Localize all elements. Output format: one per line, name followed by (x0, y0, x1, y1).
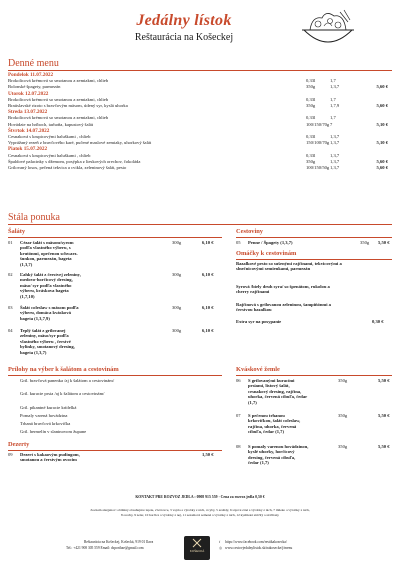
roll-item: 08 S pomaly varenou hovädzinou, kyslé uhorky, horčicový dresing, červená cibuľa, čedar (1,7) 350g 5,50 € (236, 444, 390, 466)
side-item: Trhaná bravčová krkovička (20, 421, 71, 426)
day-label: Utorok 12.07.2022 (8, 90, 49, 97)
menu-row: Cesnaková s krupicovými haluškami , chlieb 0,33l 1,3,7 (8, 134, 340, 140)
extra-cheese-price: 0,30 € (372, 319, 384, 324)
salad-item: 02 Ľahký šalát z čerstvej zeleniny, medovo-horčicový dresing, mäso/ syr podľa vlastného výberu, kváskova bageta (1,7,10) 300g 6,10 € (8, 272, 214, 299)
crossed-utensils-icon (184, 537, 210, 549)
side-item: Gril. pikantné kuracie krídelká (20, 405, 77, 410)
sides-divider (8, 375, 222, 376)
roll-item: 06 S grilovanými kuracími prsiami, listový šalát, cesnakový dresing, rajčina, uhorka, červená cibuľa, čedar (1,7) 350g 5,50 € (236, 378, 390, 405)
menu-row: Cesnaková s krupicovými haluškami , chlieb 0,33l 1,3,7 (8, 152, 340, 158)
menu-row: Brokolicová krémová so smotanou a zemiakmi, chlieb 0,33l 1,7 (8, 96, 336, 102)
salad-item: 04 Teplý šalát z grilovanej zeleniny, mäso/syr podľa vlastného výberu , čerstvé bylinky, smotanový dresing, bageta (1,3,7) 300g 6,10 € (8, 328, 214, 355)
menu-row: Špaldové palacinky s džemom, posýpka z lieskových orechov, čokoláda 350g 1,3,7 5,60 € (8, 158, 388, 164)
sauce-item: Syrová /biely druh syra/ so špenátom, rukolou a cherry rajčinami (236, 284, 330, 295)
desserts-divider (8, 450, 222, 451)
daily-menu-list (8, 72, 400, 171)
menu-header (0, 6, 400, 50)
sides-title: Prílohy na výber k šalátom a cestovinám (8, 366, 119, 373)
menu-row: Grilovaný losos, pečená tekvica a cvikla, zeleninový šalát, pesto 100/150/50g 1,3,7 5,60 € (8, 165, 388, 171)
delivery-contact: KONTAKT PRE ROZVOZ JEDLA : 0908 915 559 · Cena za rozvoz jedla 0,50 € (135, 495, 265, 499)
day-label: Pondelok 11.07.2022 (8, 72, 54, 78)
restaurant-logo: KOŠECKÁ (184, 536, 210, 560)
pasta-item: 05 Penne / Špagety (1,3,7) 350g 5,50 € (236, 240, 390, 245)
dessert-item: 09 Dezert s kakaovým pudingom, smotanou a čerstvým ovocím 1,50 € (8, 452, 214, 463)
menu-row: Brokolicová krémová so smotanou a zemiakmi, chlieb 0,33l 1,7 (8, 78, 336, 84)
restaurant-name: Reštaurácia na Košeckej (134, 32, 234, 43)
side-item: Gril. hermelín v slaninovom župane (20, 429, 87, 434)
sauce-item: Rajčinová s grilovanou zeleninou, šampiňónmi a čerstvou bazalkou (236, 302, 331, 313)
facebook-icon: f (219, 540, 221, 544)
side-item: Gril. kuracie prsia /aj k šalátom a cestovinám/ (20, 391, 105, 396)
daily-menu-divider (8, 70, 392, 71)
pasta-title: Cestoviny (236, 228, 263, 235)
menu-row: Bratislavské rizoto s bravčovým mäsom, údený syr, kyslá uhorka 350g 1,7,9 5,60 € (8, 103, 388, 109)
desserts-title: Dezerty (8, 441, 30, 448)
menu-row: Vyprážaný rezeň z bravčového karé, pučené maslové zemiaky, uhorkový šalát 150/100/70g 1,3,7 5,10 € (8, 140, 388, 146)
menu-row: Brokolicová krémová so smotanou a zemiakmi, chlieb 0,33l 1,7 (8, 115, 336, 121)
sauces-title: Omáčky k cestovinám (236, 250, 297, 257)
day-label: Piatok 15.07.2022 (8, 146, 48, 153)
sauce-item: Bazalkové pesto so sušenými rajčinami, tekvicovými a slnečnicovými semienkami, parmezán (236, 261, 342, 272)
salads-title: Šaláty (8, 228, 26, 235)
day-label: Streda 13.07.2022 (8, 109, 48, 116)
globe-icon: ◎ (219, 546, 223, 550)
rolls-divider (236, 375, 392, 376)
roll-item: 07 S pečenou trhanou krkovičkou, šalát coleslaw, rajčina, uhorka, červená cibuľa, čedar (1,7) 350g 5,50 € (236, 413, 390, 435)
facebook-link[interactable]: https://www.facebook.com/restikakosecka/ (225, 540, 287, 544)
rolls-title: Kváskové žemle (236, 366, 280, 373)
standing-menu-divider (8, 224, 392, 225)
side-item: Gril. bravčová panenka /aj k šalátom a cestovinám/ (20, 378, 115, 383)
daily-menu-heading: Denné menu (8, 58, 59, 69)
sauces-divider (236, 259, 392, 260)
footer-contact: Tel.: +421 908 305 559 Email: dsporthae@gmail.com (66, 546, 144, 550)
allergen-list-line-2: 8 orechy, 9 zeler, 10 horčica a výrobky z nej, 11 sezamové semená a výrobky z nich, 12 kyslíkatá siričitý a siričitany (121, 513, 279, 517)
salad-item: 01 Cézar šalát s mäsom/syrom podľa vlastného výberu, s krutónmi, opečenou schwarz. šunkou, parmezán, bageta (1,3,7) 300g 6,10 € (8, 240, 214, 267)
menu-row: Bolonské špagety, parmezán 350g 1,3,7 5,60 € (8, 84, 388, 90)
sauce-item: Extra syr na posypanie (236, 319, 282, 324)
menu-row: Hovädzie na hríboch, tarhoňa, kapustový šalát 100/150/70g 7 5,10 € (8, 121, 388, 127)
allergen-list-line-1: Zoznam alergénov: obilniny obsahujúce lepok, 2 kôrovce, 3 vajcia a výrobky z nich, 4 ryby, 5 arašidy, 6 sójové zrná a výrobky z nich, 7 mlieko a výrobky z nich, (90, 508, 310, 512)
day-label: Štvrtok 14.07.2022 (8, 127, 50, 134)
website-link[interactable]: www.cestovjedalnylistok.sk/nakosecke/j/menu (225, 546, 293, 550)
menu-title: Jedálny lístok (136, 12, 232, 29)
pasta-divider (236, 237, 392, 238)
side-item: Pomaly varená hovädzina (20, 413, 68, 418)
footer-address: Reštaurácia na Košeckej, Košecká, 919 01 Ilava (84, 540, 154, 544)
salad-item: 03 Šalát coleslaw s mäsom podľa výberu, domáca kvásková bageta (1,3,7,9) 300g 6,10 € (8, 305, 214, 321)
salads-divider (8, 237, 222, 238)
standing-menu-heading: Stála ponuka (8, 212, 60, 223)
salad-bowl-icon (300, 6, 356, 52)
